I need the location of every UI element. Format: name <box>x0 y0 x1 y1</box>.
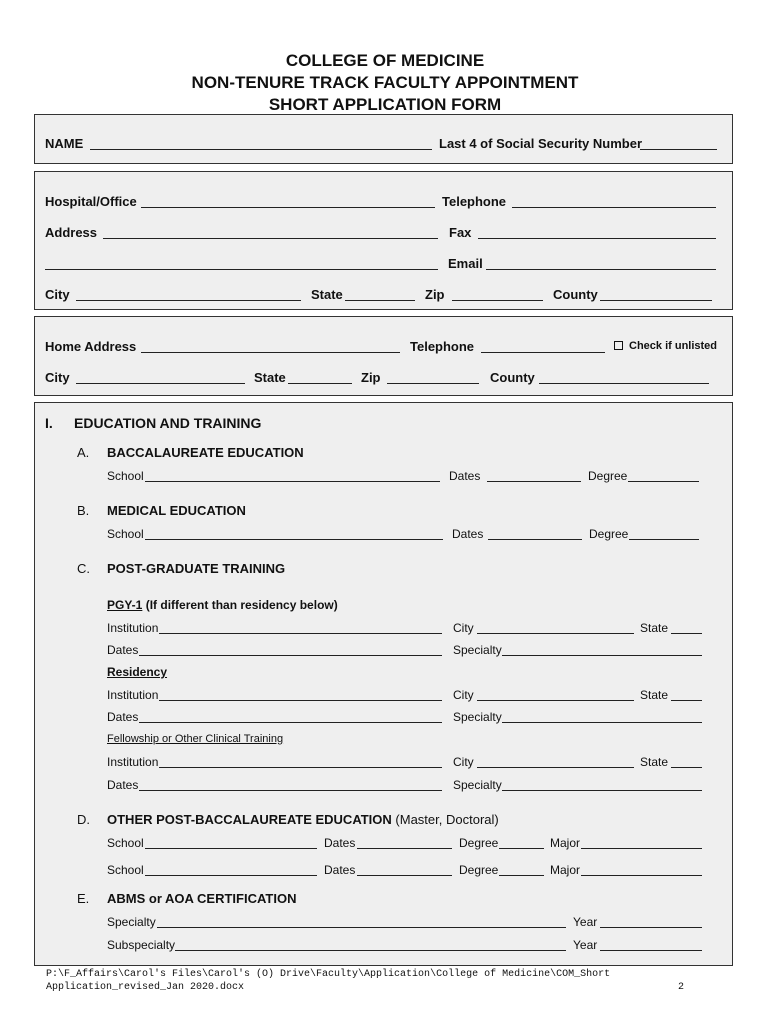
cert-subspecialty-label: Subspecialty <box>107 938 176 952</box>
pgy1-city-label: City <box>453 621 474 635</box>
bacc-school-field[interactable] <box>145 481 440 482</box>
grad2-school-field[interactable] <box>145 875 317 876</box>
pgy1-dates-label: Dates <box>107 643 139 657</box>
home-city-field[interactable] <box>76 383 245 384</box>
grad2-school-label: School <box>107 863 144 877</box>
grad1-school-field[interactable] <box>145 848 317 849</box>
res-institution-field[interactable] <box>159 700 442 701</box>
med-degree-field[interactable] <box>629 539 699 540</box>
fel-specialty-label: Specialty <box>453 778 502 792</box>
address-label: Address <box>45 225 98 240</box>
pgy1-institution-label: Institution <box>107 621 159 635</box>
cert-year-field[interactable] <box>600 927 702 928</box>
office-city-field[interactable] <box>76 300 301 301</box>
fellowship-heading <box>107 733 283 745</box>
bacc-degree-label: Degree <box>588 469 628 483</box>
education-section <box>34 402 733 966</box>
grad1-major-field[interactable] <box>581 848 702 849</box>
hospital-label: Hospital/Office <box>45 194 137 209</box>
res-state-label: State <box>640 688 669 702</box>
unlisted-checkbox[interactable] <box>614 340 717 352</box>
cert-subyear-field[interactable] <box>600 950 702 951</box>
office-zip-field[interactable] <box>452 300 543 301</box>
grad1-degree-label: Degree <box>459 836 499 850</box>
page-number: 2 <box>678 982 685 993</box>
office-telephone-field[interactable] <box>512 207 716 208</box>
pgy1-dates-field[interactable] <box>139 655 442 656</box>
subsection-d-heading <box>107 812 499 827</box>
pgy1-city-field[interactable] <box>477 633 634 634</box>
grad1-dates-label: Dates <box>324 836 356 850</box>
grad2-major-label: Major <box>550 863 581 877</box>
fel-specialty-field[interactable] <box>502 790 702 791</box>
subsection-b-letter: B. <box>77 503 90 518</box>
res-dates-label: Dates <box>107 710 139 724</box>
pgy1-label: PGY-1 <box>107 598 143 612</box>
bacc-degree-field[interactable] <box>628 481 699 482</box>
pgy1-note: (If different than residency below) <box>145 598 338 612</box>
name-label: NAME <box>45 136 84 151</box>
subsection-d-title: OTHER POST-BACCALAUREATE EDUCATION <box>107 812 392 827</box>
cert-specialty-label: Specialty <box>107 915 156 929</box>
med-school-field[interactable] <box>145 539 443 540</box>
address-line2-field[interactable] <box>45 269 438 270</box>
subsection-d-note: (Master, Doctoral) <box>395 812 499 827</box>
residency-heading <box>107 665 167 679</box>
form-title-line2: NON-TENURE TRACK FACULTY APPOINTMENT <box>191 73 579 92</box>
grad2-dates-label: Dates <box>324 863 356 877</box>
home-county-label: County <box>490 370 535 385</box>
form-title-line3: SHORT APPLICATION FORM <box>268 95 502 114</box>
subsection-c-title: POST-GRADUATE TRAINING <box>107 561 286 576</box>
office-city-label: City <box>45 287 70 302</box>
office-county-field[interactable] <box>600 300 712 301</box>
fel-dates-field[interactable] <box>139 790 442 791</box>
home-state-field[interactable] <box>288 383 352 384</box>
section-numeral: I. <box>45 415 53 431</box>
res-institution-label: Institution <box>107 688 159 702</box>
cert-subspecialty-field[interactable] <box>175 950 566 951</box>
home-telephone-label: Telephone <box>410 339 475 354</box>
subsection-a-title: BACCALAUREATE EDUCATION <box>107 445 304 460</box>
checkbox-icon[interactable] <box>614 341 623 350</box>
med-school-label: School <box>107 527 144 541</box>
subsection-a-letter: A. <box>77 445 90 460</box>
bacc-dates-field[interactable] <box>487 481 581 482</box>
hospital-field[interactable] <box>141 207 435 208</box>
pgy1-state-field[interactable] <box>671 633 702 634</box>
home-address-field[interactable] <box>141 352 400 353</box>
res-state-field[interactable] <box>671 700 702 701</box>
unlisted-label: Check if unlisted <box>629 340 718 352</box>
res-city-field[interactable] <box>477 700 634 701</box>
bacc-dates-label: Dates <box>449 469 481 483</box>
grad2-dates-field[interactable] <box>357 875 452 876</box>
pgy1-state-label: State <box>640 621 669 635</box>
fel-dates-label: Dates <box>107 778 139 792</box>
cert-year-label: Year <box>573 915 598 929</box>
home-city-label: City <box>45 370 70 385</box>
home-county-field[interactable] <box>539 383 709 384</box>
home-telephone-field[interactable] <box>481 352 605 353</box>
fel-city-label: City <box>453 755 474 769</box>
res-city-label: City <box>453 688 474 702</box>
office-zip-label: Zip <box>425 287 445 302</box>
subsection-e-title: ABMS or AOA CERTIFICATION <box>107 891 297 906</box>
email-field[interactable] <box>486 269 716 270</box>
grad2-degree-label: Degree <box>459 863 499 877</box>
home-state-label: State <box>254 370 286 385</box>
office-state-label: State <box>311 287 343 302</box>
fax-field[interactable] <box>478 238 716 239</box>
ssn-field[interactable] <box>640 149 717 150</box>
home-section <box>34 316 733 396</box>
med-dates-label: Dates <box>452 527 484 541</box>
fel-city-field[interactable] <box>477 767 634 768</box>
cert-specialty-field[interactable] <box>157 927 566 928</box>
res-specialty-field[interactable] <box>502 722 702 723</box>
subsection-b-title: MEDICAL EDUCATION <box>107 503 246 518</box>
grad1-school-label: School <box>107 836 144 850</box>
med-degree-label: Degree <box>589 527 629 541</box>
grad2-major-field[interactable] <box>581 875 702 876</box>
grad1-dates-field[interactable] <box>357 848 452 849</box>
pgy1-heading <box>107 598 338 612</box>
res-dates-field[interactable] <box>139 722 442 723</box>
pgy1-specialty-field[interactable] <box>502 655 702 656</box>
address-field[interactable] <box>103 238 438 239</box>
fel-state-label: State <box>640 755 669 769</box>
fel-state-field[interactable] <box>671 767 702 768</box>
subsection-e-letter: E. <box>77 891 90 906</box>
pgy1-institution-field[interactable] <box>159 633 442 634</box>
home-zip-label: Zip <box>361 370 381 385</box>
res-specialty-label: Specialty <box>453 710 502 724</box>
cert-subyear-label: Year <box>573 938 598 952</box>
home-address-label: Home Address <box>45 339 137 354</box>
email-label: Email <box>448 256 483 271</box>
residency-label: Residency <box>107 665 168 679</box>
bacc-school-label: School <box>107 469 144 483</box>
subsection-d-letter: D. <box>77 812 90 827</box>
form-title-line1: COLLEGE OF MEDICINE <box>285 51 485 70</box>
grad2-degree-field[interactable] <box>499 875 544 876</box>
footer-file-path-line2: Application_revised_Jan 2020.docx <box>46 982 245 993</box>
office-telephone-label: Telephone <box>442 194 507 209</box>
fel-institution-label: Institution <box>107 755 159 769</box>
pgy1-specialty-label: Specialty <box>453 643 502 657</box>
footer-file-path-line1: P:\F_Affairs\Carol's Files\Carol's (O) Drive\Faculty\Application\College of Medicine\COM_Short <box>46 969 611 980</box>
ssn-label: Last 4 of Social Security Number <box>439 136 643 151</box>
office-state-field[interactable] <box>345 300 415 301</box>
grad1-degree-field[interactable] <box>499 848 544 849</box>
office-section <box>34 171 733 310</box>
fellowship-label: Fellowship or Other Clinical Training <box>107 733 284 745</box>
name-field[interactable] <box>90 149 432 150</box>
home-zip-field[interactable] <box>387 383 479 384</box>
fax-label: Fax <box>449 225 472 240</box>
med-dates-field[interactable] <box>488 539 582 540</box>
subsection-c-letter: C. <box>77 561 90 576</box>
grad1-major-label: Major <box>550 836 581 850</box>
office-county-label: County <box>553 287 598 302</box>
fel-institution-field[interactable] <box>159 767 442 768</box>
section-title: EDUCATION AND TRAINING <box>74 415 262 431</box>
